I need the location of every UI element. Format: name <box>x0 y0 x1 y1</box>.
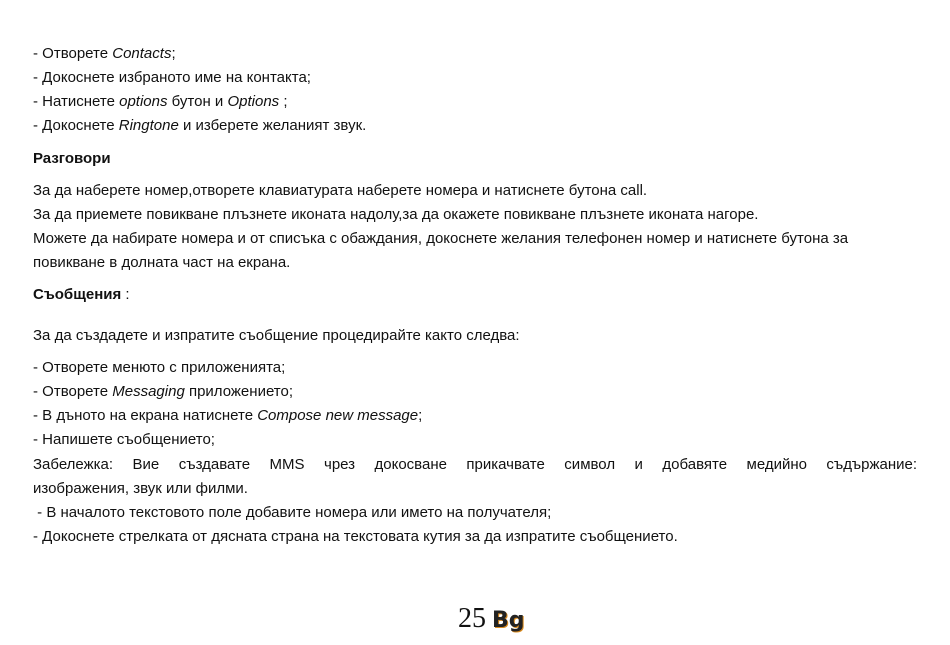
calls-paragraph-3b: повикване в долната част на екрана. <box>33 254 291 271</box>
calls-paragraph-3a: Можете да набирате номера и от списъка с обаждания, докоснете желания телефонен номер и натиснете бутона за <box>33 230 849 247</box>
text: приложението; <box>184 383 293 400</box>
text: бутон и <box>167 93 228 110</box>
page-footer <box>458 603 525 635</box>
text: ; <box>171 45 176 62</box>
calls-paragraph-1: За да наберете номер,отворете клавиатурата наберете номера и натиснете бутона call. <box>33 182 648 199</box>
note-line-1: Забележка: Вие създавате MMS чрез докосване прикачвате символ и добавяте медийно съдържание: <box>33 456 917 473</box>
text: - Отворете <box>33 383 113 400</box>
app-name: Messaging <box>112 383 185 400</box>
messages-intro: За да създадете и изпратите съобщение процедирайте както следва: <box>33 327 520 344</box>
note-line-2: изображения, звук или филми. <box>33 480 248 497</box>
term: Ringtone <box>118 117 179 134</box>
step-open-contacts <box>33 44 176 64</box>
text: ; <box>279 93 288 110</box>
step-ringtone <box>33 116 366 136</box>
text: - Докоснете <box>33 117 119 134</box>
messages-heading: Съобщения <box>33 286 122 303</box>
term: options <box>119 93 168 110</box>
app-name: Contacts <box>112 45 172 62</box>
term: Options <box>227 93 280 110</box>
step-touch-contact: - Докоснете избраното име на контакта; <box>33 69 311 86</box>
page-number: 25 <box>458 603 486 634</box>
text: ; <box>418 407 423 424</box>
calls-paragraph-2: За да приемете повикване плъзнете иконата надолу,за да окажете повикване плъзнете иконата нагоре. <box>33 206 759 223</box>
step-press-options <box>33 92 288 112</box>
msg-step-send: - Докоснете стрелката от дясната страна на текстовата кутия за да изпратите съобщението. <box>33 528 678 545</box>
text: - Натиснете <box>33 93 120 110</box>
msg-step-compose <box>33 406 422 426</box>
msg-step-open-menu: - Отворете менюто с приложенията; <box>33 359 286 376</box>
text: - В дъното на екрана натиснете <box>33 407 258 424</box>
msg-step-write: - Напишете съобщението; <box>33 431 215 448</box>
msg-step-recipient: - В началото текстовото поле добавите номера или името на получателя; <box>33 504 552 521</box>
messages-heading-line <box>33 285 130 305</box>
language-code: Bg <box>492 608 525 633</box>
term: Compose new message <box>257 407 419 424</box>
msg-step-open-messaging <box>33 382 293 402</box>
text: : <box>121 286 130 303</box>
text: - Отворете <box>33 45 113 62</box>
calls-heading: Разговори <box>33 150 111 167</box>
text: и изберете желаният звук. <box>178 117 367 134</box>
